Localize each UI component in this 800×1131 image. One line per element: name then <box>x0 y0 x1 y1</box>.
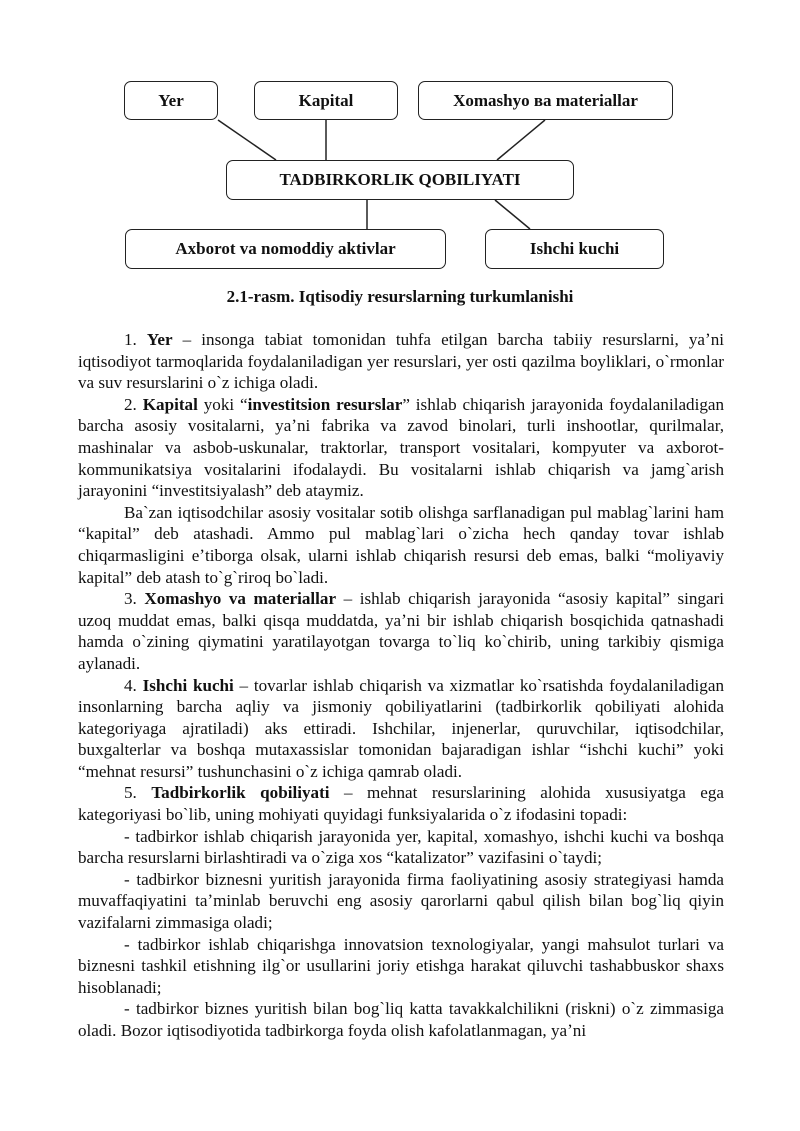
text: – mehnat resurslarining alohida xususiyatga ega kategoriyasi bo`lib, uning mohiyati quyidagi funksiyalarida o`z ifodasini topadi: <box>78 783 724 825</box>
num: 3. <box>124 589 145 609</box>
paragraph-xomashyo <box>78 588 724 674</box>
box-kapital: Kapital <box>254 81 398 120</box>
term-yer: Yer <box>146 330 173 349</box>
connector-xomashyo <box>497 120 545 160</box>
figure-caption: 2.1-rasm. Iqtisodiy resurslarning turkumlanishi <box>226 287 574 306</box>
num: 5. <box>124 783 152 803</box>
term-investitsion: investitsion resurslar <box>247 394 403 414</box>
box-yer: Yer <box>124 81 218 120</box>
text: – ishlab chiqarish jarayonida “asosiy kapital” singari uzoq muddat emas, balki qisqa muddatda, yaʼni bir ishlab chiqarish bosqichida qatnashadi hamda o`zining qiymatini yaratilayotgan tovarga to`liq ko`chirib, uning tarkibiy qismiga aylanadi. <box>78 589 725 673</box>
text: ” ishlab chiqarish jarayonida foydalaniladigan barcha asosiy vositalarni, yaʼni fabrika va zavod binolari, turli inshootlar, qurilmalar, mashinalar va asbob-uskunalar, traktorlar, transport vositalari, kompyuter va axborot-kommunikatsiya vositalarini ifodalaydi. Bu vositalarni ishlab chiqarish va jamg`arish jarayonini “investitsiyalash” deb ataymiz. <box>78 394 725 501</box>
num: 1. <box>124 330 147 349</box>
list-item: - tadbirkor biznesni yuritish jarayonida firma faoliyatining asosiy strategiyasi hamda muvaffaqiyatini taʼminlab beruvchi eng asosiy qarorlarni qabul qilish bilan bog`liq qiyin vazifalarni zimmasiga oladi; <box>78 869 724 933</box>
paragraph-moliyaviy: Ba`zan iqtisodchilar asosiy vositalar sotib olishga sarflanadigan pul mablag`larini ham “kapital” deb atashadi. Ammo pul mablag`lari o`zicha hech qanday tovar ishlab chiqarmasligini eʼtiborga olsak, ularni ishlab chiqarish resursi deb emas, balki “moliyaviy kapital” deb atash to`g`riroq bo`ladi. <box>78 502 724 587</box>
term-xomashyo: Xomashyo va materiallar <box>144 589 337 609</box>
term-tadbirkorlik: Tadbirkorlik qobiliyati <box>151 783 330 803</box>
text: – insonga tabiat tomonidan tuhfa etilgan barcha tabiiy resurslarni, yaʼni iqtisodiyot tarmoqlarida foydalaniladigan yer resurslari, yer osti qazilma boyliklari, o`rmonlar va suv resurslarini o`z ichiga oladi. <box>78 330 724 393</box>
num: 2. <box>124 394 143 414</box>
term-kapital: Kapital <box>142 394 198 414</box>
list-item: - tadbirkor ishlab chiqarishga innovatsion texnologiyalar, yangi mahsulot turlari va biznesni tashkil etishning ilg`or usullarini joriy etishga harakat qiluvchi tashabbuskor shaxs hisoblanadi; <box>78 934 724 997</box>
connector-yer <box>218 120 276 160</box>
box-tadbirkorlik: TADBIRKORLIK QOBILIYATI <box>226 160 574 200</box>
box-ishchi: Ishchi kuchi <box>485 229 664 269</box>
text: – tovarlar ishlab chiqarish va xizmatlar ko`rsatishda foydalaniladigan insonlarning barcha aqliy va jismoniy qobiliyatlarini (tadbirkorlik qobiliyati alohida kategoriyaga ajratiladi) aks ettiradi. Ishchilar, injenerlar, quruvchilar, iqtisodchilar, buxgalterlar va boshqa mutaxassislar tomonidan bajaradigan ishlar “ishchi kuchi” yoki “mehnat resursi” tushunchasini o`z ichiga qamrab oladi. <box>78 675 724 781</box>
connector-ishchi <box>495 200 530 229</box>
list-item: - tadbirkor biznes yuritish bilan bog`liq katta tavakkalchilikni (riskni) o`z zimmasiga oladi. Bozor iqtisodiyotida tadbirkorga foyda olish kafolatlanmagan, yaʼni <box>78 999 724 1040</box>
num: 4. <box>124 675 143 695</box>
box-xomashyo: Xomashyo ва materiallar <box>418 81 673 120</box>
paragraph-ishchi <box>78 675 724 783</box>
list-item: - tadbirkor ishlab chiqarish jarayonida yer, kapital, xomashyo, ishchi kuchi va boshqa barcha resurslarni birlashtiradi va o`ziga xos “katalizator” vazifasini o`taydi; <box>78 826 724 868</box>
paragraph-kapital <box>78 394 724 502</box>
resource-diagram <box>0 0 800 285</box>
term-ishchi: Ishchi kuchi <box>142 675 234 695</box>
text: yoki “ <box>197 394 248 414</box>
body-text <box>78 329 724 1042</box>
box-axborot: Axborot va nomoddiy aktivlar <box>125 229 446 269</box>
paragraph-tadbirkorlik <box>78 782 724 825</box>
paragraph-yer <box>78 329 724 394</box>
